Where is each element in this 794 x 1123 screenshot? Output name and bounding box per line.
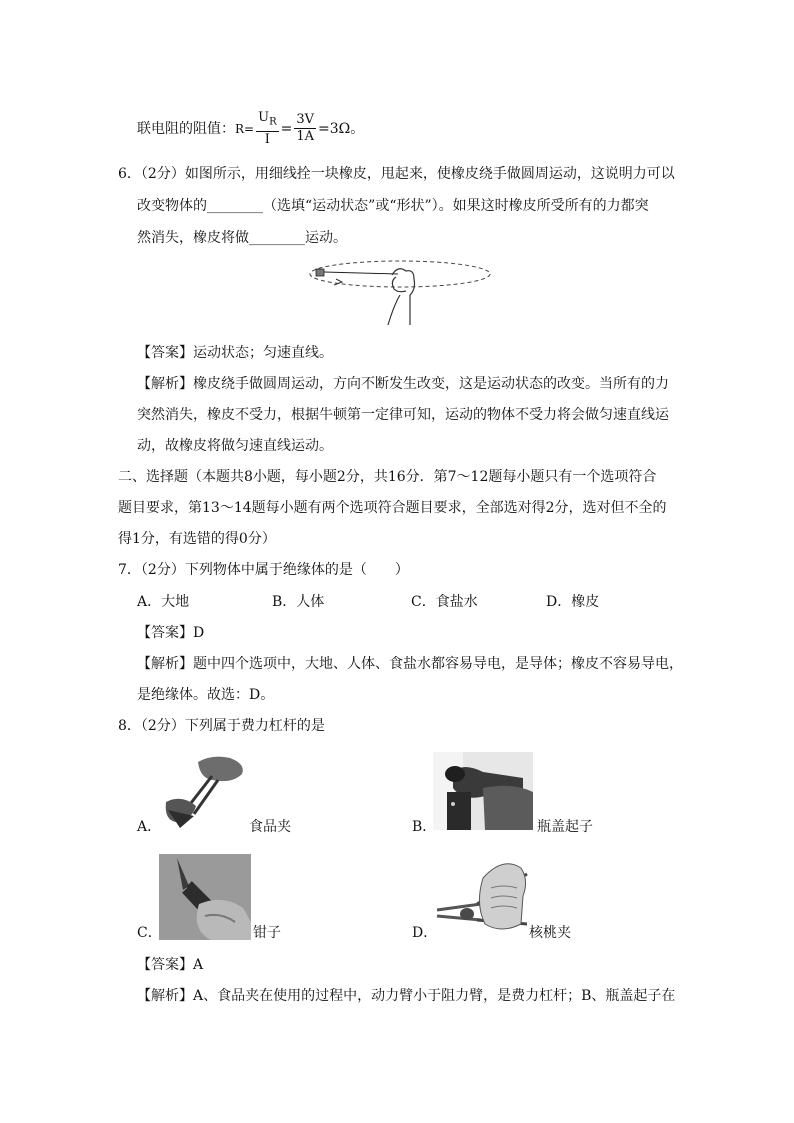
section2-line1: 二、选择题（本题共8小题，每小题2分，共16分．第7～12题每小题只有一个选项符合: [118, 469, 657, 485]
q7-stem: 7．（2分）下列物体中属于绝缘体的是（ ）: [118, 562, 409, 578]
q7-answer: 【答案】D: [137, 625, 205, 641]
q8-option-d-letter: D．: [412, 925, 438, 941]
q8-option-a-caption: 食品夹: [249, 819, 291, 835]
bottle-opener-photo: [433, 752, 533, 830]
formula-r: R=: [235, 121, 255, 136]
section2-line3: 得1分，有选错的得0分）: [118, 531, 276, 547]
q8-answer: 【答案】A: [137, 957, 204, 973]
q7-option-b: B．人体: [272, 594, 325, 610]
pliers-photo: [159, 854, 251, 940]
q7-option-d: D．橡皮: [546, 594, 600, 610]
food-tongs-photo: [158, 754, 248, 834]
q7-option-a: A．大地: [137, 594, 190, 610]
formula-result: 3Ω。: [329, 120, 365, 137]
q8-option-c-caption: 钳子: [253, 925, 281, 941]
section2-line2: 题目要求，第13～14题每小题有两个选项符合题目要求，全部选对得2分，选对但不全的: [118, 500, 667, 516]
fraction-ur-over-i: $\frac{U_R}{I}$: [258, 110, 277, 147]
q6-analysis-line1: 【解析】橡皮绕手做圆周运动，方向不断发生改变，这是运动状态的改变。当所有的力: [137, 376, 669, 392]
formula-line: 联电阻的阻值：R= $\frac{U_R}{I}$ = $\frac{3V}{1A}$ =3Ω。: [137, 110, 365, 147]
arrow-icon: [334, 279, 342, 285]
q8-option-b-letter: B．: [412, 819, 437, 835]
q6-analysis-line2: 突然消失，橡皮不受力，根据牛顿第一定律可知，运动的物体不受力将会做匀速直线运: [137, 407, 669, 423]
string-line: [324, 272, 398, 274]
q6-stem-line1: 6．（2分）如图所示，用细线拴一块橡皮，甩起来，使橡皮绕手做圆周运动，这说明力可以: [118, 166, 675, 182]
q8-option-c-letter: C．: [137, 925, 162, 941]
q7-option-c: C．食盐水: [411, 594, 478, 610]
q6-answer: 【答案】运动状态；匀速直线。: [137, 345, 333, 361]
q8-stem: 8．（2分）下列属于费力杠杆的是: [118, 718, 325, 734]
nutcracker-photo: [433, 858, 533, 936]
q8-option-d-caption: 核桃夹: [529, 925, 571, 941]
q8-option-b-caption: 瓶盖起子: [537, 819, 593, 835]
q7-analysis-line1: 【解析】题中四个选项中，大地、人体、食盐水都容易导电，是导体；橡皮不容易导电，: [137, 656, 683, 672]
q6-stem-line3: 然消失，橡皮将做________运动。: [137, 230, 347, 246]
q6-analysis-line3: 动，故橡皮将做匀速直线运动。: [137, 438, 333, 454]
q8-option-a-letter: A．: [137, 819, 162, 835]
hand-icon: [388, 269, 415, 325]
q8-analysis-line1: 【解析】A、食品夹在使用的过程中，动力臂小于阻力臂，是费力杠杆；B、瓶盖起子在: [137, 988, 676, 1004]
formula-prefix: 联电阻的阻值：: [137, 120, 235, 137]
eraser-icon: [316, 269, 324, 276]
q6-stem-line2: 改变物体的________（选填“运动状态”或“形状”）。如果这时橡皮所受所有的力都突: [137, 198, 649, 214]
q7-analysis-line2: 是绝缘体。故选：D。: [137, 687, 275, 703]
fraction-3v-over-1a: $\frac{3V}{1A}$: [296, 112, 314, 145]
rotating-eraser-figure: [300, 255, 500, 330]
